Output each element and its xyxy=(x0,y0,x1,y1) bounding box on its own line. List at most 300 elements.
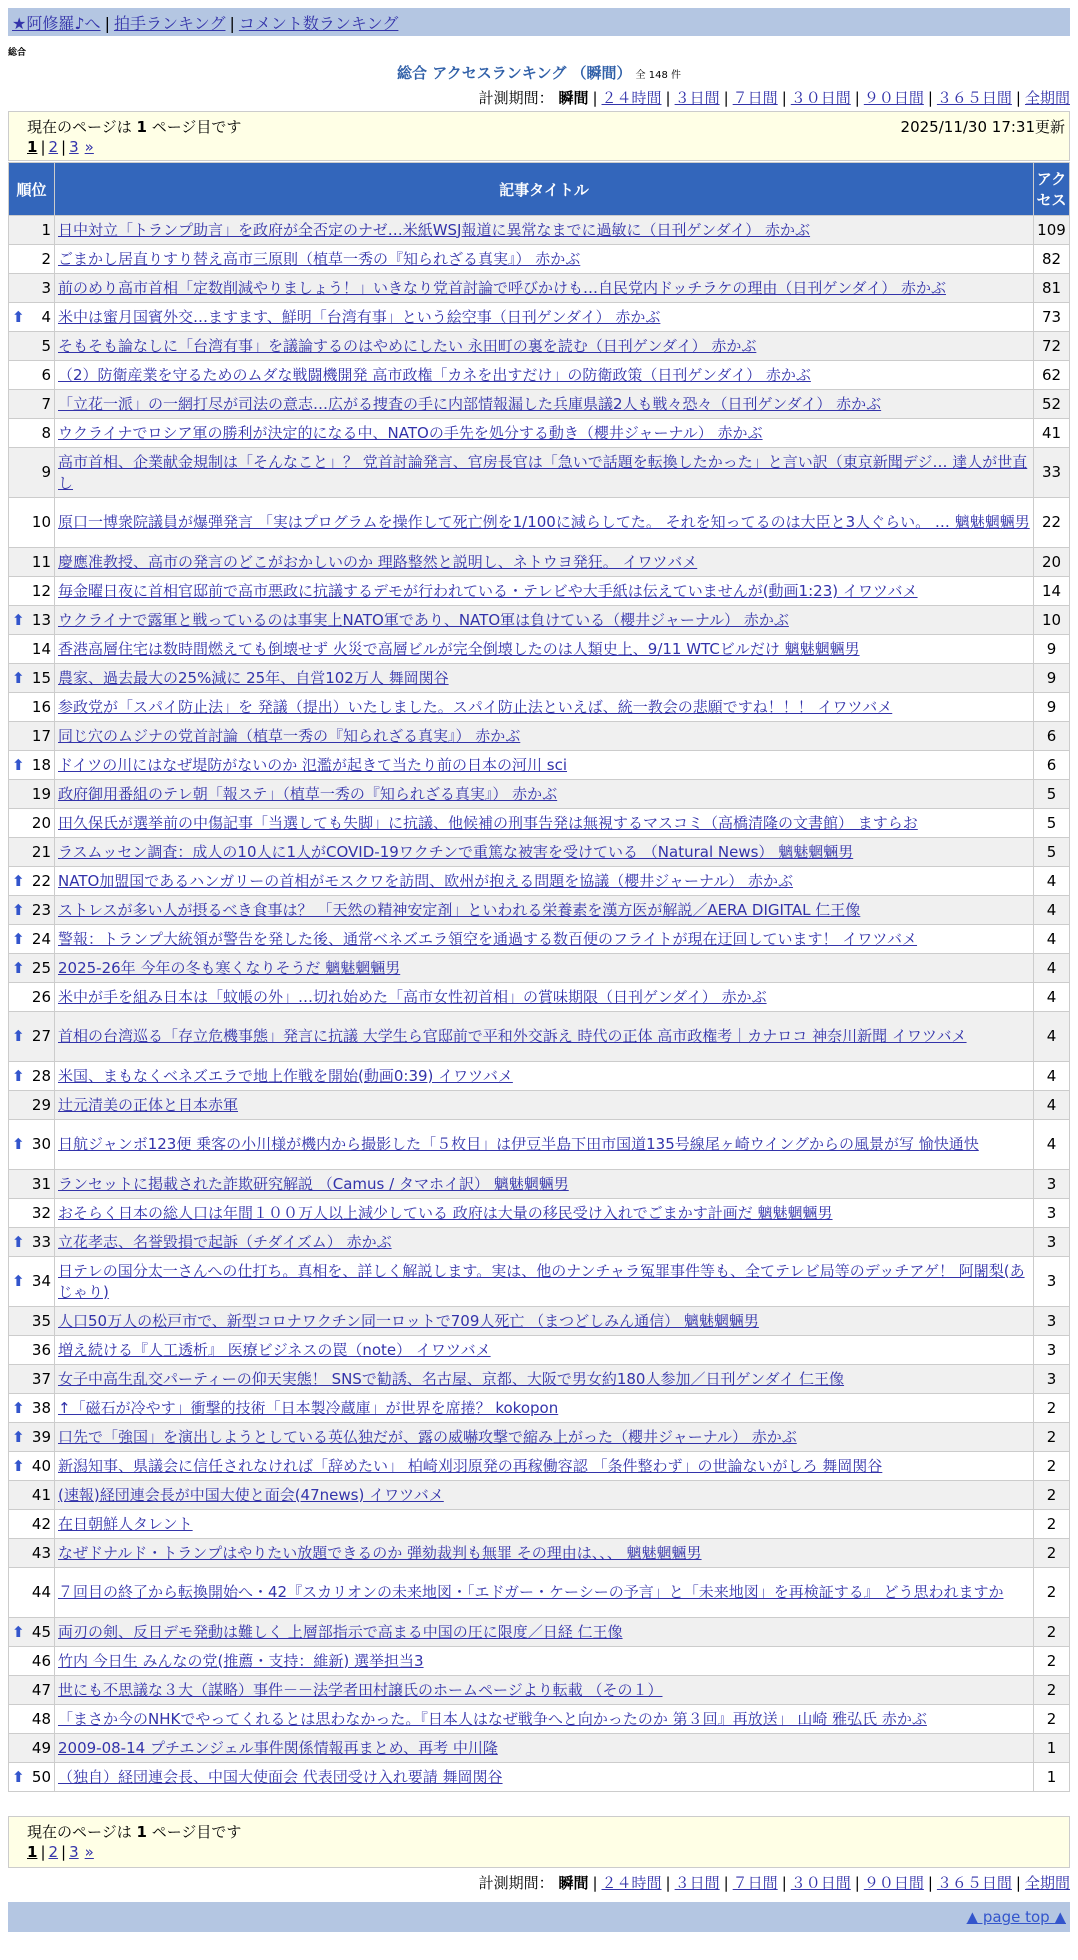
period-7d-link[interactable]: ７日間 xyxy=(732,89,778,107)
title-cell xyxy=(55,838,1034,867)
table-row xyxy=(9,1120,1070,1170)
rank-cell xyxy=(9,332,55,361)
title-cell xyxy=(55,419,1034,448)
top-nav-bar xyxy=(8,8,1070,36)
rank-number: 38 xyxy=(31,1398,51,1417)
rank-cell xyxy=(9,635,55,664)
table-row xyxy=(9,722,1070,751)
table-row xyxy=(9,1510,1070,1539)
title-cell xyxy=(55,1705,1034,1734)
pager-current-page: 1 xyxy=(27,138,38,156)
access-count: 4 xyxy=(1034,867,1070,896)
page-info-number: 1 xyxy=(136,118,147,136)
table-row xyxy=(9,1539,1070,1568)
title-cell xyxy=(55,1452,1034,1481)
pagination xyxy=(27,138,94,156)
access-count: 2 xyxy=(1034,1647,1070,1676)
access-count: 9 xyxy=(1034,635,1070,664)
page-info-box-bottom xyxy=(8,1816,1070,1868)
pagination xyxy=(27,1843,94,1861)
article-title-link[interactable]: 両刃の剣、反日デモ発動は難しく 上層部指示で高まる中国の圧に限度／日経 仁王像 xyxy=(58,1622,623,1641)
rank-number: 31 xyxy=(31,1174,51,1193)
page-top-link[interactable]: ▲ page top ▲ xyxy=(966,1908,1066,1926)
article-title-link[interactable]: 2025-26年 今年の冬も寒くなりそうだ 魑魅魍魎男 xyxy=(58,958,401,977)
article-title-link[interactable]: 「立花一派」の一網打尽が司法の意志…広がる捜査の手に内部情報漏した兵庫県議2人も戦々恐々（日刊ゲンダイ） 赤かぶ xyxy=(58,394,882,413)
access-count: 3 xyxy=(1034,1228,1070,1257)
period-separator: | xyxy=(592,89,598,107)
rank-cell xyxy=(9,1394,55,1423)
table-row xyxy=(9,1062,1070,1091)
up-arrow-icon: ⬆ xyxy=(12,610,25,629)
title-cell xyxy=(55,1394,1034,1423)
article-title-link[interactable]: ウクライナでロシア軍の勝利が決定的になる中、NATOの手先を処分する動き（櫻井ジャーナル） 赤かぶ xyxy=(58,423,763,442)
table-row xyxy=(9,332,1070,361)
title-cell xyxy=(55,577,1034,606)
access-count: 3 xyxy=(1034,1307,1070,1336)
rank-cell xyxy=(9,896,55,925)
table-row xyxy=(9,1336,1070,1365)
rank-cell xyxy=(9,361,55,390)
page-info xyxy=(27,1821,241,1842)
table-row xyxy=(9,954,1070,983)
table-row xyxy=(9,1423,1070,1452)
title-cell xyxy=(55,498,1034,548)
title-cell xyxy=(55,606,1034,635)
rank-number: 24 xyxy=(31,929,51,948)
rank-cell xyxy=(9,498,55,548)
table-row xyxy=(9,1568,1070,1618)
bottom-bar xyxy=(8,1902,1070,1932)
table-row xyxy=(9,1618,1070,1647)
period-30d-link[interactable]: ３０日間 xyxy=(790,89,851,107)
article-title-link[interactable]: 米中が手を組み日本は「蚊帳の外」…切れ始めた「高市女性初首相」の賞味期限（日刊ゲンダイ） 赤かぶ xyxy=(58,987,767,1006)
pager-separator: | xyxy=(61,1843,67,1861)
access-count: 22 xyxy=(1034,498,1070,548)
rank-number: 21 xyxy=(31,842,51,861)
table-row xyxy=(9,390,1070,419)
article-title-link[interactable]: 前のめり高市首相「定数削減やりましょう！」いきなり党首討論で呼びかけも…自民党内ドッチラケの理由（日刊ゲンダイ） 赤かぶ xyxy=(58,278,946,297)
period-separator: | xyxy=(781,89,787,107)
table-row xyxy=(9,635,1070,664)
section-mark: 総合 xyxy=(8,48,27,58)
rank-number: 36 xyxy=(31,1340,51,1359)
period-separator: | xyxy=(927,89,933,107)
article-title-link[interactable]: （独自）経団連会長、中国大使面会 代表団受け入れ要請 舞岡関谷 xyxy=(58,1767,503,1786)
access-count: 6 xyxy=(1034,751,1070,780)
up-arrow-icon: ⬆ xyxy=(12,1135,25,1153)
title-cell xyxy=(55,1676,1034,1705)
article-title-link[interactable]: ストレスが多い人が摂るべき食事は？ 「天然の精神安定剤」といわれる栄養素を漢方医が解説／AERA DIGITAL 仁王像 xyxy=(58,900,861,919)
up-arrow-icon: ⬆ xyxy=(12,929,25,948)
table-row xyxy=(9,577,1070,606)
rank-cell xyxy=(9,954,55,983)
title-cell xyxy=(55,693,1034,722)
table-row xyxy=(9,751,1070,780)
article-title-link[interactable]: NATO加盟国であるハンガリーの首相がモスクワを訪問、欧州が抱える問題を協議（櫻井ジャーナル） 赤かぶ xyxy=(58,871,794,890)
ranking-heading xyxy=(8,62,1070,83)
page-info xyxy=(27,116,241,137)
rank-cell xyxy=(9,1091,55,1120)
rank-number: 1 xyxy=(41,220,51,239)
table-row xyxy=(9,1012,1070,1062)
article-title-link[interactable]: ↑「磁石が冷やす」衝撃的技術「日本製冷蔵庫」が世界を席捲？ kokopon xyxy=(58,1398,559,1417)
title-cell xyxy=(55,1257,1034,1307)
article-title-link[interactable]: (速報)経団連会長が中国大使と面会(47news) イワツバメ xyxy=(58,1485,444,1504)
rank-number: 4 xyxy=(41,307,51,326)
rank-cell xyxy=(9,448,55,498)
table-row xyxy=(9,216,1070,245)
period-365d-link[interactable]: ３６５日間 xyxy=(936,89,1012,107)
access-count: 5 xyxy=(1034,809,1070,838)
access-count: 1 xyxy=(1034,1763,1070,1792)
rank-number: 32 xyxy=(31,1203,51,1222)
table-row xyxy=(9,780,1070,809)
up-arrow-icon: ⬆ xyxy=(12,755,25,774)
period-label: 計測期間： xyxy=(478,89,554,107)
period-selector-top xyxy=(479,87,1070,108)
title-cell xyxy=(55,925,1034,954)
article-title-link[interactable]: 辻元清美の正体と日本赤軍 xyxy=(58,1095,239,1114)
article-title-link[interactable]: 参政党が「スパイ防止法」を 発議（提出）いたしました。スパイ防止法といえば、統一教会の悲願ですね！！！ イワツバメ xyxy=(58,697,893,716)
rank-number: 17 xyxy=(31,726,51,745)
up-arrow-icon: ⬆ xyxy=(12,1456,25,1475)
table-row xyxy=(9,274,1070,303)
up-arrow-icon: ⬆ xyxy=(12,900,25,919)
article-title-link[interactable]: 立花孝志、名誉毀損で起訴（チダイズム） 赤かぶ xyxy=(58,1232,392,1251)
up-arrow-icon: ⬆ xyxy=(12,1066,25,1085)
table-row xyxy=(9,867,1070,896)
article-title-link[interactable]: 世にも不思議な３大（謀略）事件－－法学者田村譲氏のホームページより転載 （その１） xyxy=(58,1680,663,1699)
article-title-link[interactable]: 日テレの国分太一さんへの仕打ち。真相を、詳しく解説します。実は、他のナンチャラ冤罪事件等も、全てテレビ局等のデッチアゲ！ 阿闍梨(あじゃり) xyxy=(58,1261,1025,1301)
rank-number: 49 xyxy=(31,1738,51,1757)
table-row xyxy=(9,1257,1070,1307)
period-24h-link[interactable]: ２４時間 xyxy=(601,1874,662,1892)
article-title-link[interactable]: 米中は蜜月国賓外交…ますます、鮮明「台湾有事」という絵空事（日刊ゲンダイ） 赤かぶ xyxy=(58,307,661,326)
article-title-link[interactable]: おそらく日本の総人口は年間１００万人以上減少している 政府は大量の移民受け入れでごまかす計画だ 魑魅魍魎男 xyxy=(58,1203,833,1222)
rank-cell xyxy=(9,1170,55,1199)
title-cell xyxy=(55,1228,1034,1257)
title-cell xyxy=(55,1307,1034,1336)
article-title-link[interactable]: 増え続ける『人工透析』 医療ビジネスの罠（note） イワツバメ xyxy=(58,1340,491,1359)
title-cell xyxy=(55,1647,1034,1676)
article-title-link[interactable]: 毎金曜日夜に首相官邸前で高市悪政に抗議するデモが行われている・テレビや大手紙は伝えていませんが(動画1:23) イワツバメ xyxy=(58,581,918,600)
table-row xyxy=(9,838,1070,867)
pager-next[interactable]: » xyxy=(84,1843,94,1861)
access-count: 9 xyxy=(1034,693,1070,722)
rank-cell xyxy=(9,780,55,809)
title-cell xyxy=(55,635,1034,664)
period-separator: | xyxy=(854,1874,860,1892)
title-cell xyxy=(55,1568,1034,1618)
rank-number: 16 xyxy=(31,697,51,716)
pager-page-2[interactable]: 2 xyxy=(48,138,59,156)
rank-number: 18 xyxy=(31,755,51,774)
article-title-link[interactable]: 人口50万人の松戸市で、新型コロナワクチン同一ロットで709人死亡 （まつどしみん通信） 魑魅魍魎男 xyxy=(58,1311,759,1330)
article-title-link[interactable]: 首相の台湾巡る「存立危機事態」発言に抗議 大学生ら官邸前で平和外交訴え 時代の正体 高市政権考｜カナロコ 神奈川新聞 イワツバメ xyxy=(58,1027,967,1045)
pager-separator: | xyxy=(61,138,67,156)
page-info-box-top xyxy=(8,111,1070,161)
title-cell xyxy=(55,448,1034,498)
title-cell xyxy=(55,722,1034,751)
article-title-link[interactable]: 田久保氏が選挙前の中傷記事「当選しても失脚」に抗議、他候補の刑事告発は無視するマスコミ（高橋清隆の文書館） ますらお xyxy=(58,813,918,832)
table-row xyxy=(9,925,1070,954)
period-current: 瞬間 xyxy=(558,89,589,107)
article-title-link[interactable]: 日航ジャンボ123便 乗客の小川様が機内から撮影した「５枚目」は伊豆半島下田市国道135号線尾ヶ崎ウイングからの風景が写 愉快通快 xyxy=(58,1135,979,1153)
comment-ranking-link[interactable]: コメント数ランキング xyxy=(238,13,399,33)
rank-number: 27 xyxy=(31,1027,51,1045)
rank-cell xyxy=(9,548,55,577)
title-cell xyxy=(55,954,1034,983)
period-all-link[interactable]: 全期間 xyxy=(1024,1874,1070,1892)
access-count: 2 xyxy=(1034,1676,1070,1705)
article-title-link[interactable]: 高市首相、企業献金規制は「そんなこと」？ 党首討論発言、官房長官は「急いで話題を転換したかった」と言い訳（東京新聞デジ… 達人が世直し xyxy=(58,452,1028,492)
article-title-link[interactable]: ７回目の終了から転換開始へ・42『スカリオンの未来地図・「エドガー・ケーシーの予言」と「未来地図」を再検証する』 どう思われますか xyxy=(58,1583,1004,1601)
access-count: 82 xyxy=(1034,245,1070,274)
rank-number: 11 xyxy=(31,552,51,571)
header-rank: 順位 xyxy=(9,163,55,216)
up-arrow-icon: ⬆ xyxy=(12,1232,25,1251)
total-count: 全 148 件 xyxy=(635,70,681,81)
rank-number: 10 xyxy=(31,513,51,531)
access-count: 10 xyxy=(1034,606,1070,635)
period-label: 計測期間： xyxy=(478,1874,554,1892)
article-title-link[interactable]: （2）防衛産業を守るためのムダな戦闘機開発 高市政権「カネを出すだけ」の防衛政策（日刊ゲンダイ） 赤かぶ xyxy=(58,365,811,384)
up-arrow-icon: ⬆ xyxy=(12,1398,25,1417)
article-title-link[interactable]: 農家、過去最大の25%減に 25年、自営102万人 舞岡関谷 xyxy=(58,668,449,687)
article-title-link[interactable]: 口先で「強国」を演出しようとしている英仏独だが、露の威嚇攻撃で縮み上がった（櫻井ジャーナル） 赤かぶ xyxy=(58,1427,797,1446)
access-count: 4 xyxy=(1034,954,1070,983)
home-link[interactable]: ★阿修羅♪へ xyxy=(12,13,101,33)
rank-number: 2 xyxy=(41,249,51,268)
table-row xyxy=(9,361,1070,390)
article-title-link[interactable]: そもそも論なしに「台湾有事」を議論するのはやめにしたい 永田町の裏を読む（日刊ゲンダイ） 赤かぶ xyxy=(58,336,757,355)
rank-number: 9 xyxy=(41,463,51,481)
rank-cell xyxy=(9,809,55,838)
article-title-link[interactable]: 慶應准教授、高市の発言のどこがおかしいのか 理路整然と説明し、ネトウヨ発狂。 イワツバメ xyxy=(58,552,698,571)
rank-cell xyxy=(9,419,55,448)
article-title-link[interactable]: 女子中高生乱交パーティーの仰天実態！ SNSで勧誘、名古屋、京都、大阪で男女約180人参加／日刊ゲンダイ 仁王像 xyxy=(58,1369,845,1388)
article-title-link[interactable]: 日中対立「トランプ助言」を政府が全否定のナゼ…米紙WSJ報道に異常なまでに過敏に（日刊ゲンダイ） 赤かぶ xyxy=(58,220,811,239)
title-cell xyxy=(55,216,1034,245)
pager-page-3[interactable]: 3 xyxy=(69,138,79,156)
rank-cell xyxy=(9,1568,55,1618)
page-title: 総合 アクセスランキング （瞬間） xyxy=(397,64,632,82)
article-title-link[interactable]: ウクライナで露軍と戦っているのは事実上NATO軍であり、NATO軍は負けている（櫻井ジャーナル） 赤かぶ xyxy=(58,610,789,629)
table-row xyxy=(9,303,1070,332)
access-count: 2 xyxy=(1034,1705,1070,1734)
period-separator: | xyxy=(592,1874,598,1892)
article-title-link[interactable]: 在日朝鮮人タレント xyxy=(58,1514,193,1533)
up-arrow-icon: ⬆ xyxy=(12,1027,25,1045)
rank-cell xyxy=(9,390,55,419)
title-cell xyxy=(55,867,1034,896)
table-row xyxy=(9,245,1070,274)
access-count: 4 xyxy=(1034,1091,1070,1120)
table-row xyxy=(9,1705,1070,1734)
access-count: 6 xyxy=(1034,722,1070,751)
period-current: 瞬間 xyxy=(558,1874,589,1892)
period-separator: | xyxy=(723,1874,729,1892)
title-cell xyxy=(55,245,1034,274)
rank-cell xyxy=(9,1423,55,1452)
title-cell xyxy=(55,809,1034,838)
title-cell xyxy=(55,361,1034,390)
nav-separator: | xyxy=(229,13,235,33)
period-3d-link[interactable]: ３日間 xyxy=(674,89,720,107)
rank-cell xyxy=(9,664,55,693)
period-separator: | xyxy=(854,89,860,107)
table-row xyxy=(9,606,1070,635)
rank-cell xyxy=(9,1763,55,1792)
article-title-link[interactable]: 新潟知事、県議会に信任されなければ「辞めたい」 柏崎刈羽原発の再稼働容認 「条件整わず」の世論ないがしろ 舞岡関谷 xyxy=(58,1456,883,1475)
access-count: 3 xyxy=(1034,1257,1070,1307)
title-cell xyxy=(55,1734,1034,1763)
table-row xyxy=(9,1647,1070,1676)
period-24h-link[interactable]: ２４時間 xyxy=(601,89,662,107)
title-cell xyxy=(55,1199,1034,1228)
table-row xyxy=(9,448,1070,498)
article-title-link[interactable]: ランセットに掲載された詐欺研究解説 （Camus / タマホイ訳） 魑魅魍魎男 xyxy=(58,1174,569,1193)
access-count: 3 xyxy=(1034,1199,1070,1228)
access-count: 1 xyxy=(1034,1734,1070,1763)
rank-number: 3 xyxy=(41,278,51,297)
rank-cell xyxy=(9,925,55,954)
access-count: 4 xyxy=(1034,925,1070,954)
period-all-link[interactable]: 全期間 xyxy=(1024,89,1070,107)
access-count: 2 xyxy=(1034,1618,1070,1647)
access-count: 3 xyxy=(1034,1365,1070,1394)
period-30d-link[interactable]: ３０日間 xyxy=(790,1874,851,1892)
article-title-link[interactable]: 政府御用番組のテレ朝「報ステ」（植草一秀の『知られざる真実』） 赤かぶ xyxy=(58,784,558,803)
page-info-suffix: ページ目です xyxy=(146,118,242,136)
rank-cell xyxy=(9,867,55,896)
period-365d-link[interactable]: ３６５日間 xyxy=(936,1874,1012,1892)
article-title-link[interactable]: 同じ穴のムジナの党首討論（植草一秀の『知られざる真実』） 赤かぶ xyxy=(58,726,521,745)
table-row xyxy=(9,896,1070,925)
access-count: 72 xyxy=(1034,332,1070,361)
title-cell xyxy=(55,1539,1034,1568)
ranking-table xyxy=(8,162,1070,1792)
rank-number: 29 xyxy=(31,1095,51,1114)
table-row xyxy=(9,498,1070,548)
rank-cell xyxy=(9,1012,55,1062)
access-count: 9 xyxy=(1034,664,1070,693)
rank-number: 42 xyxy=(31,1514,51,1533)
title-cell xyxy=(55,1062,1034,1091)
rank-number: 22 xyxy=(31,871,51,890)
rank-number: 28 xyxy=(31,1066,51,1085)
period-90d-link[interactable]: ９０日間 xyxy=(863,89,924,107)
title-cell xyxy=(55,896,1034,925)
rank-number: 44 xyxy=(31,1583,51,1601)
rank-cell xyxy=(9,1734,55,1763)
up-arrow-icon: ⬆ xyxy=(12,958,25,977)
title-cell xyxy=(55,332,1034,361)
rank-cell xyxy=(9,983,55,1012)
table-row xyxy=(9,1676,1070,1705)
period-3d-link[interactable]: ３日間 xyxy=(674,1874,720,1892)
access-count: 5 xyxy=(1034,780,1070,809)
title-cell xyxy=(55,390,1034,419)
rank-number: 48 xyxy=(31,1709,51,1728)
rank-cell xyxy=(9,693,55,722)
title-cell xyxy=(55,751,1034,780)
rank-cell xyxy=(9,1452,55,1481)
table-row xyxy=(9,419,1070,448)
period-separator: | xyxy=(1015,89,1021,107)
article-title-link[interactable]: 2009-08-14 プチエンジェル事件関係情報再まとめ、再考 中川隆 xyxy=(58,1738,498,1757)
article-title-link[interactable]: 竹内 今日生 みんなの党(推薦・支持：維新) 選挙担当3 xyxy=(58,1651,424,1670)
article-title-link[interactable]: ラスムッセン調査：成人の10人に1人がCOVID-19ワクチンで重篤な被害を受けている （Natural News） 魑魅魍魎男 xyxy=(58,842,854,861)
title-cell xyxy=(55,1336,1034,1365)
rank-cell xyxy=(9,1647,55,1676)
rank-cell xyxy=(9,1481,55,1510)
rank-cell xyxy=(9,1257,55,1307)
rank-cell xyxy=(9,577,55,606)
pager-page-2[interactable]: 2 xyxy=(48,1843,59,1861)
access-count: 73 xyxy=(1034,303,1070,332)
access-count: 2 xyxy=(1034,1539,1070,1568)
article-title-link[interactable]: 原口一博衆院議員が爆弾発言 「実はプログラムを操作して死亡例を1/100に減らしてた。 それを知ってるのは大臣と3人ぐらい。 … 魑魅魍魎男 xyxy=(58,513,1030,531)
access-count: 2 xyxy=(1034,1394,1070,1423)
table-row xyxy=(9,1452,1070,1481)
rank-number: 14 xyxy=(31,639,51,658)
access-count: 2 xyxy=(1034,1423,1070,1452)
up-arrow-icon: ⬆ xyxy=(12,1272,25,1290)
rank-number: 45 xyxy=(31,1622,51,1641)
rank-number: 37 xyxy=(31,1369,51,1388)
rank-number: 12 xyxy=(31,581,51,600)
rank-number: 13 xyxy=(31,610,51,629)
access-count: 33 xyxy=(1034,448,1070,498)
access-count: 81 xyxy=(1034,274,1070,303)
up-arrow-icon: ⬆ xyxy=(12,668,25,687)
title-cell xyxy=(55,303,1034,332)
table-row xyxy=(9,1394,1070,1423)
title-cell xyxy=(55,1763,1034,1792)
top-nav-links xyxy=(8,11,398,34)
rank-cell xyxy=(9,1120,55,1170)
period-separator: | xyxy=(723,89,729,107)
article-title-link[interactable]: ごまかし居直りすり替え高市三原則（植草一秀の『知られざる真実』） 赤かぶ xyxy=(58,249,581,268)
article-title-link[interactable]: なぜドナルド・トランプはやりたい放題できるのか 弾劾裁判も無罪 その理由は、、、 魑魅魍魎男 xyxy=(58,1543,702,1562)
article-title-link[interactable]: 香港高層住宅は数時間燃えても倒壊せず 火災で高層ビルが完全倒壊したのは人類史上、9/11 WTCビルだけ 魑魅魍魎男 xyxy=(58,639,860,658)
table-row xyxy=(9,693,1070,722)
pager-next[interactable]: » xyxy=(84,138,94,156)
title-cell xyxy=(55,1618,1034,1647)
access-count: 3 xyxy=(1034,1170,1070,1199)
period-7d-link[interactable]: ７日間 xyxy=(732,1874,778,1892)
period-selector-bottom xyxy=(479,1872,1070,1893)
table-row xyxy=(9,809,1070,838)
article-title-link[interactable]: 米国、まもなくベネズエラで地上作戦を開始(動画0:39) イワツバメ xyxy=(58,1066,513,1085)
page-info-suffix: ページ目です xyxy=(146,1823,242,1841)
rank-cell xyxy=(9,722,55,751)
table-row xyxy=(9,1365,1070,1394)
rank-cell xyxy=(9,1062,55,1091)
rank-number: 6 xyxy=(41,365,51,384)
article-title-link[interactable]: ドイツの川にはなぜ堤防がないのか 氾濫が起きて当たり前の日本の河川 sci xyxy=(58,755,568,774)
applause-ranking-link[interactable]: 拍手ランキング xyxy=(113,13,226,33)
rank-number: 15 xyxy=(31,668,51,687)
pager-page-3[interactable]: 3 xyxy=(69,1843,79,1861)
article-title-link[interactable]: 「まさか今のNHKでやってくれるとは思わなかった。『日本人はなぜ戦争へと向かったのか 第３回』再放送」 山崎 雅弘氏 赤かぶ xyxy=(58,1709,927,1728)
article-title-link[interactable]: 警報：トランプ大統領が警告を発した後、通常ベネズエラ領空を通過する数百便のフライトが現在迂回しています！ イワツバメ xyxy=(58,929,918,948)
page-info-prefix: 現在のページは xyxy=(27,1823,137,1841)
table-row xyxy=(9,548,1070,577)
table-row xyxy=(9,983,1070,1012)
period-90d-link[interactable]: ９０日間 xyxy=(863,1874,924,1892)
